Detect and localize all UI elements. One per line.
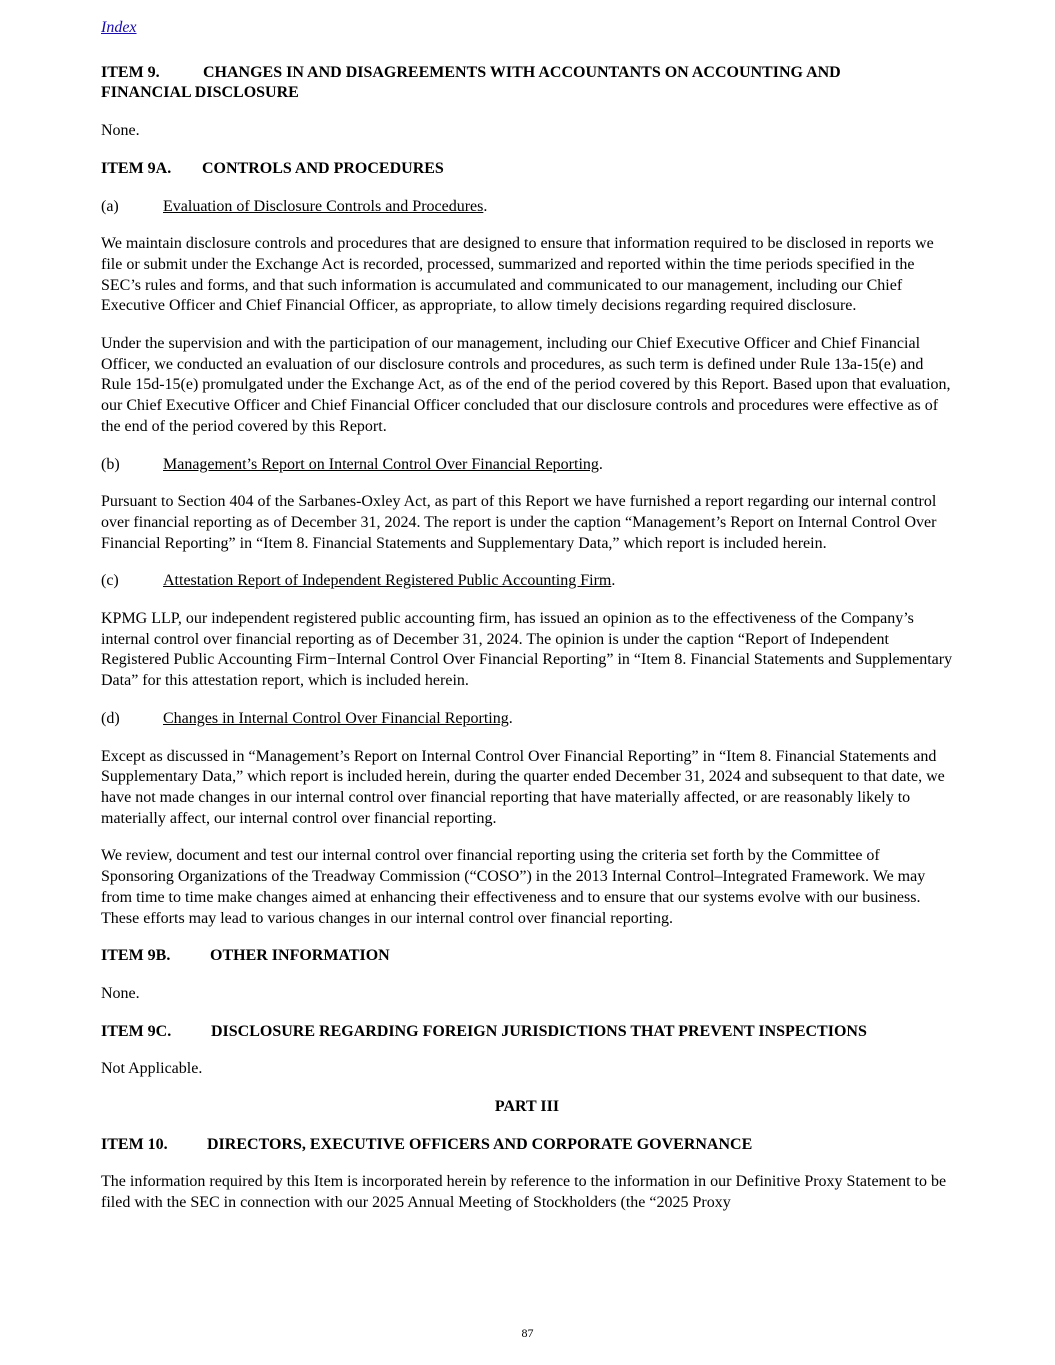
index-link[interactable]: Index	[101, 19, 137, 36]
item-10-body: The information required by this Item is incorporated herein by reference to the information in our Definitive Proxy Statement to be filed with the SEC in connection with our 2025 Annual Meeting of Stockholders (the “2025 Proxy	[101, 1173, 947, 1212]
subsection-c-heading	[101, 571, 953, 592]
page-number: 87	[521, 1326, 534, 1340]
item-9b-heading	[101, 946, 953, 967]
item-9b-body: None.	[101, 984, 140, 1002]
paragraph-evaluation: Under the supervision and with the participation of our management, including our Chief Executive Officer and Chief Financial Officer, we conducted an evaluation of our disclosure controls and procedures, as such term is defined under Rule 13a-15(e) and Rule 15d-15(e) promulgated under the Exchange Act, as of the end of the period covered by this Report. Based upon that evaluation, our Chief Executive Officer and Chief Financial Officer concluded that our disclosure controls and procedures were effective as of the end of the period covered by this Report.	[101, 335, 951, 435]
item-9a-number: ITEM 9A.	[101, 159, 172, 177]
document-page	[101, 18, 953, 1231]
paragraph-coso: We review, document and test our internal control over financial reporting using the criteria set forth by the Committee of Sponsoring Organizations of the Treadway Commission (“COSO”) in the 2013 Internal Control–Integrated Framework. We may from time to time make changes aimed at enhancing their effectiveness and to ensure that our systems evolve with our business. These efforts may lead to various changes in our internal control over financial reporting.	[101, 847, 926, 927]
subsection-d-title: Changes in Internal Control Over Financial Reporting	[163, 709, 509, 727]
item-9b-title: OTHER INFORMATION	[210, 947, 390, 965]
subsection-b-title: Management’s Report on Internal Control Over Financial Reporting	[163, 455, 599, 473]
item-9b-number: ITEM 9B.	[101, 947, 171, 965]
item-9-title-line2: FINANCIAL DISCLOSURE	[101, 84, 299, 102]
part-iii-heading: PART III	[494, 1098, 560, 1116]
item-9c-body: Not Applicable.	[101, 1060, 203, 1078]
paragraph-management-report: Pursuant to Section 404 of the Sarbanes-Oxley Act, as part of this Report we have furnished a report regarding our internal control over financial reporting as of December 31, 2024. The report is under the caption “Management’s Report on Internal Control Over Financial Reporting” in “Item 8. Financial Statements and Supplementary Data,” which report is included herein.	[101, 493, 937, 552]
subsection-a-title: Evaluation of Disclosure Controls and Procedures	[163, 197, 484, 215]
subsection-d-letter: (d)	[101, 709, 120, 727]
subsection-c-title: Attestation Report of Independent Registered Public Accounting Firm	[163, 572, 612, 590]
item-9c-number: ITEM 9C.	[101, 1022, 172, 1040]
item-9-number: ITEM 9.	[101, 63, 160, 81]
subsection-c-letter: (c)	[101, 572, 119, 590]
subsection-b-heading	[101, 455, 953, 476]
subsection-a-heading	[101, 197, 953, 218]
item-9a-heading	[101, 159, 953, 180]
subsection-d-heading	[101, 709, 953, 730]
item-9c-heading	[101, 1022, 953, 1043]
subsection-b-letter: (b)	[101, 455, 120, 473]
item-10-heading	[101, 1135, 953, 1156]
item-9-body: None.	[101, 122, 140, 140]
subsection-a-period: .	[483, 197, 488, 215]
item-10-title: DIRECTORS, EXECUTIVE OFFICERS AND CORPORATE GOVERNANCE	[207, 1135, 753, 1153]
subsection-c-period: .	[611, 572, 616, 590]
item-10-number: ITEM 10.	[101, 1135, 168, 1153]
subsection-b-period: .	[598, 455, 603, 473]
paragraph-disclosure-controls: We maintain disclosure controls and procedures that are designed to ensure that information required to be disclosed in reports we file or submit under the Exchange Act is recorded, processed, summarized and reported within the time periods specified in the SEC’s rules and forms, and that such information is accumulated and communicated to our management, including our Chief Executive Officer and Chief Financial Officer, as appropriate, to allow timely decisions regarding required disclosure.	[101, 235, 934, 315]
item-9-title-line1: CHANGES IN AND DISAGREEMENTS WITH ACCOUNTANTS ON ACCOUNTING AND	[203, 63, 841, 81]
subsection-d-period: .	[508, 709, 513, 727]
paragraph-attestation: KPMG LLP, our independent registered public accounting firm, has issued an opinion as to the effectiveness of the Company’s internal control over financial reporting as of December 31, 2024. The opinion is under the caption “Report of Independent Registered Public Accounting Firm−Internal Control Over Financial Reporting” in “Item 8. Financial Statements and Supplementary Data” for this attestation report, which is included herein.	[101, 610, 953, 690]
item-9-heading	[101, 63, 953, 104]
item-9a-title: CONTROLS AND PROCEDURES	[202, 159, 444, 177]
paragraph-changes: Except as discussed in “Management’s Report on Internal Control Over Financial Reporting” in “Item 8. Financial Statements and Supplementary Data,” which report is included herein, during the quarter ended December 31, 2024 and subsequent to that date, we have not made changes in our internal control over financial reporting that have materially affected, or are reasonably likely to materially affect, our internal control over financial reporting.	[101, 747, 945, 827]
subsection-a-letter: (a)	[101, 197, 119, 215]
item-9c-title: DISCLOSURE REGARDING FOREIGN JURISDICTIONS THAT PREVENT INSPECTIONS	[211, 1022, 867, 1040]
